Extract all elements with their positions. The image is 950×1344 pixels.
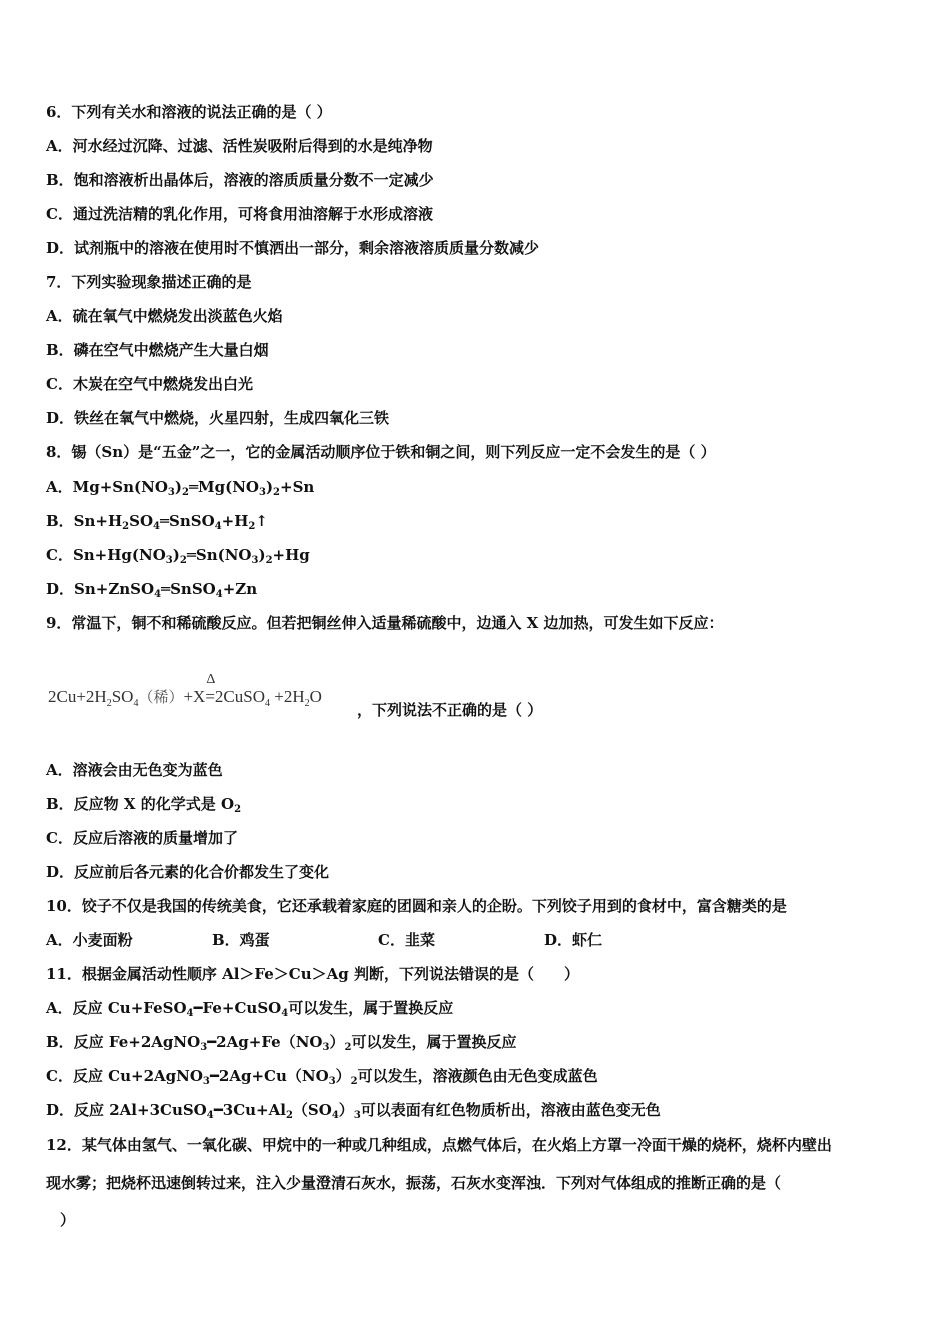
q10-option-b: B．鸡蛋: [212, 931, 270, 949]
q10-option-d: D．虾仁: [544, 931, 603, 949]
q10-options: [46, 930, 910, 950]
q8-option-c: C．$Sn+Hg(NO_3)_2═Sn(NO_3)_2+Hg$: [46, 546, 310, 566]
q8-option-b: B．$Sn+H_2SO_4═SnSO_4+H_2↑$: [46, 512, 268, 532]
q7-option-a: A．硫在氧气中燃烧发出淡蓝色火焰: [46, 307, 283, 325]
q8-option-d: D．Sn+ZnSO$_4$═SnSO$_4$+Zn: [46, 580, 258, 600]
q8-stem: 8．锡（Sn）是“五金”之一，它的金属活动顺序位于铁和铜之间，则下列反应一定不会发生的是（ ）: [46, 443, 716, 461]
q10-option-a: A．小麦面粉: [46, 931, 133, 949]
q11-stem: 11．根据金属活动性顺序 Al＞Fe＞Cu＞Ag 判断，下列说法错误的是（ ）: [46, 965, 580, 983]
q6-option-b: B．饱和溶液析出晶体后，溶液的溶质质量分数不一定减少: [46, 171, 434, 189]
q11-option-c: C．反应 $Cu+2AgNO_3━2Ag+Cu(NO_3)_2$可以发生，溶液颜色由无色变成蓝色: [46, 1067, 598, 1087]
q11-option-d: D．反应 $2Al+3CuSO_4━3Cu+Al_2(SO_4)_3$可以表面有红色物质析出，溶液由蓝色变无色: [46, 1101, 661, 1121]
q9-option-d: D．反应前后各元素的化合价都发生了变化: [46, 863, 330, 881]
q9-equation: $2Cu+2H_2SO_4$（稀）+X Δ =2CuSO$_4$ $+2H_2O$: [48, 672, 322, 709]
q6-option-c: C．通过洗洁精的乳化作用，可将食用油溶解于水形成溶液: [46, 205, 433, 223]
q6-option-d: D．试剂瓶中的溶液在使用时不慎洒出一部分，剩余溶液溶质质量分数减少: [46, 239, 540, 257]
q12-stem-line-3: ）: [60, 1211, 76, 1229]
q7-option-c: C．木炭在空气中燃烧发出白光: [46, 375, 253, 393]
q11-option-a: A．反应 Cu+FeSO$_4$━Fe+CuSO$_4$可以发生，属于置换反应: [46, 999, 454, 1019]
q7-stem: 7．下列实验现象描述正确的是: [46, 273, 252, 291]
heat-condition: Δ =: [205, 672, 216, 706]
q12-stem-line-2: 现水雾；把烧杯迅速倒转过来，注入少量澄清石灰水，振荡，石灰水变浑浊．下列对气体组成的推断正确的是（: [46, 1174, 782, 1192]
q10-option-c: C．韭菜: [378, 931, 435, 949]
q9-option-b: B．反应物 X 的化学式是 $O_2$: [46, 795, 242, 815]
q9-option-a: A．溶液会由无色变为蓝色: [46, 761, 223, 779]
q10-stem: 10．饺子不仅是我国的传统美食，它还承载着家庭的团圆和亲人的企盼。下列饺子用到的食材中，富含糖类的是: [46, 897, 787, 915]
q11-option-b: B．反应 $Fe+2AgNO_3━2Ag+Fe(NO_3)_2$可以发生，属于置换反应: [46, 1033, 517, 1053]
q6-option-a: A．河水经过沉降、过滤、活性炭吸附后得到的水是纯净物: [46, 137, 433, 155]
q9-option-c: C．反应后溶液的质量增加了: [46, 829, 238, 847]
q9-equation-tail: ，下列说法不正确的是（ ）: [357, 701, 543, 719]
q7-option-b: B．磷在空气中燃烧产生大量白烟: [46, 341, 269, 359]
q6-stem: 6．下列有关水和溶液的说法正确的是（ ）: [46, 103, 332, 121]
q8-option-a: A．$Mg+Sn(NO_3)_2═Mg(NO_3)_2+Sn$: [46, 478, 315, 498]
q12-stem-line-1: 12．某气体由氢气、一氧化碳、甲烷中的一种或几种组成，点燃气体后，在火焰上方罩一冷面干燥的烧杯，烧杯内壁出: [46, 1136, 832, 1154]
q9-stem: 9．常温下，铜不和稀硫酸反应。但若把铜丝伸入适量稀硫酸中，边通入 X 边加热，可发生如下反应：: [46, 614, 724, 632]
q7-option-d: D．铁丝在氧气中燃烧，火星四射，生成四氧化三铁: [46, 409, 390, 427]
